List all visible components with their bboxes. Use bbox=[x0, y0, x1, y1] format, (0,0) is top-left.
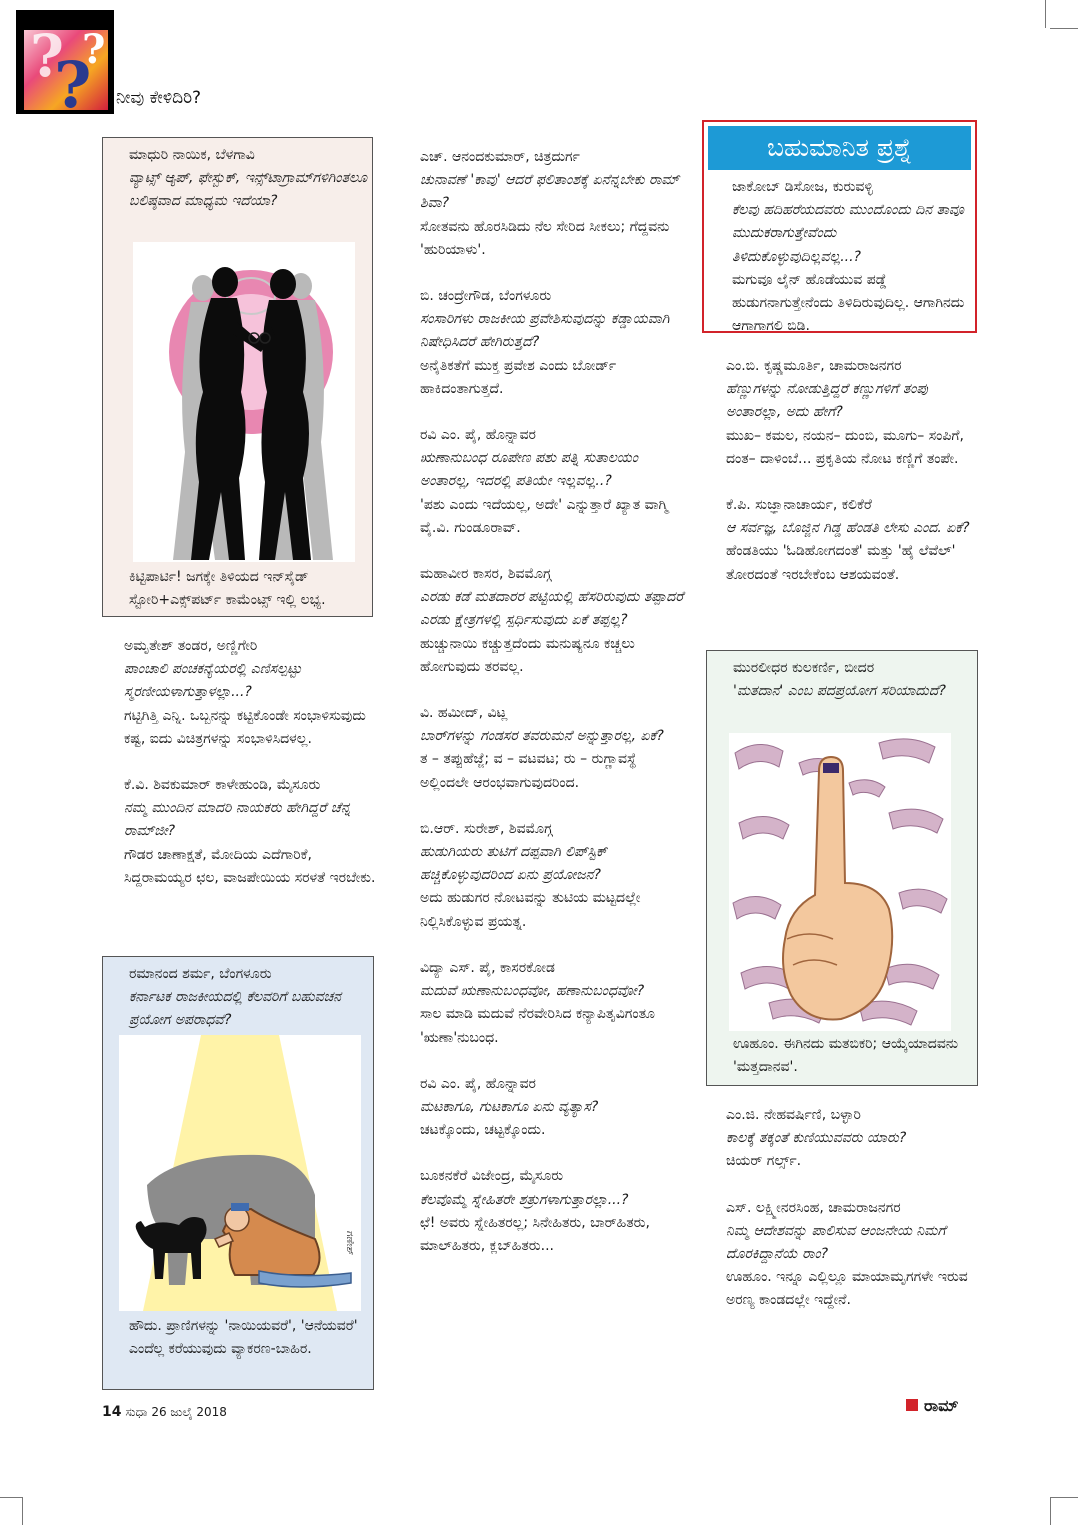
answer-text: ಗಟ್ಟಿಗಿತ್ತಿ ಎನ್ನಿ. ಒಬ್ಬನನ್ನು ಕಟ್ಟಿಕೊಂಡೇ ಸಂಭಾಳಿಸುವುದು ಕಷ್ಟ, ಐದು ವಿಚಿತ್ರಗಳನ್ನು ಸಂಭಾಳಿಸಿದಳಲ್ಲ. bbox=[124, 707, 366, 747]
asker-name: ಎಚ್. ಆನಂದಕುಮಾರ್, ಚಿತ್ರದುರ್ಗ bbox=[420, 149, 580, 165]
kitty-party-illustration bbox=[133, 242, 355, 562]
asker-name: ರವಿ ಎಂ. ಪೈ, ಹೊನ್ನಾವರ bbox=[420, 1075, 536, 1092]
asker-name: ಬಿ.ಆರ್. ಸುರೇಶ್, ಶಿವಮೊಗ್ಗ bbox=[420, 820, 553, 837]
asker-name: ಅಮೃತೇಶ್ ತಂಡರ, ಅಣ್ಣಿಗೇರಿ bbox=[124, 638, 258, 654]
qa-item bbox=[704, 494, 979, 587]
finger-vote-illustration bbox=[729, 733, 951, 1031]
section-logo bbox=[16, 10, 114, 114]
question-text: ಬಾರ್‌ಗಳನ್ನು ಗಂಡಸರ ತವರುಮನೆ ಅನ್ನುತ್ತಾರಲ್ಲ, ಏಕೆ? bbox=[420, 728, 664, 745]
qa-item bbox=[398, 818, 688, 934]
asker-name: ಕೆ.ಪಿ. ಸುಜ್ಞಾನಾಚಾರ್ಯ, ಕಲಿಕೆರೆ bbox=[726, 497, 872, 514]
question-mark-icon: ? bbox=[82, 30, 106, 73]
author-name: ರಾಮ್ bbox=[924, 1396, 959, 1415]
answer-text: ತ – ತಪ್ಪುಹೆಜ್ಜೆ; ವ – ವಟವಟ; ರು – ರುಗ್ಣಾವಸ್ಥೆ ಅಲ್ಲಿಂದಲೇ ಆರಂಭವಾಗುವುದರಿಂದ. bbox=[420, 751, 637, 791]
question-text: 'ಮತದಾನ' ಎಂಬ ಪದಪ್ರಯೋಗ ಸರಿಯಾದುದೆ? bbox=[733, 683, 946, 700]
answer-text: ಮುಖ– ಕಮಲ, ನಯನ– ದುಂಬಿ, ಮೂಗು– ಸಂಪಿಗೆ, ದಂತ– ದಾಳಿಂಬೆ... ಪ್ರಕೃತಿಯ ನೋಟ ಕಣ್ಣಿಗೆ ತಂಪೇ. bbox=[726, 427, 964, 467]
answer-text: ಗೌಡರ ಚಾಣಾಕ್ಷತೆ, ಮೋದಿಯ ಎದೆಗಾರಿಕೆ, ಸಿದ್ದರಾಮಯ್ಯರ ಛಲ, ವಾಜಪೇಯಿಯ ಸರಳತೆ ಇರಬೇಕು. bbox=[124, 846, 376, 886]
qa-item bbox=[102, 635, 377, 751]
crop-mark bbox=[0, 1497, 22, 1498]
qa-item bbox=[704, 1197, 979, 1313]
question-text: ಹುಡುಗಿಯರು ತುಟಿಗೆ ದಪ್ಪವಾಗಿ ಲಿಪ್‌ಸ್ಟಿಕ್ ಹಚ್ಚಿಕೊಳ್ಳುವುದರಿಂದ ಏನು ಪ್ರಯೋಜನ? bbox=[420, 844, 607, 884]
answer-text: ಊಹೂಂ. ಇನ್ನೂ ಎಲ್ಲಿಲ್ಲೂ ಮಾಯಾಮೃಗಗಳೇ ಇರುವ ಅರಣ್ಯ ಕಾಂಡದಲ್ಲೇ ಇದ್ದೇನೆ. bbox=[726, 1269, 968, 1309]
crop-mark bbox=[1050, 28, 1078, 29]
vote-qa-box bbox=[706, 650, 978, 1086]
qa-item bbox=[398, 1165, 688, 1258]
crop-mark bbox=[1050, 1497, 1051, 1525]
qa-item bbox=[398, 146, 688, 262]
qa-item bbox=[704, 355, 979, 471]
page-number: 14 bbox=[102, 1404, 122, 1420]
answer-text: 'ಪಶು ಎಂದು ಇದೆಯಲ್ಲ, ಅದೇ' ಎನ್ನುತ್ತಾರೆ ಖ್ಯಾತ ವಾಗ್ಮಿ ವೈ.ವಿ. ಗುಂಡೂರಾವ್. bbox=[420, 496, 669, 536]
asker-name: ಎಸ್. ಲಕ್ಷ್ಮೀನರಸಿಂಹ, ಚಾಮರಾಜನಗರ bbox=[726, 1199, 901, 1216]
asker-name: ರಮಾನಂದ ಶರ್ಮ, ಬೆಂಗಳೂರು bbox=[129, 966, 272, 982]
answer-text: ಸಾಲ ಮಾಡಿ ಮದುವೆ ನೆರವೇರಿಸಿದ ಕನ್ಯಾಪಿತೃವಿಗಂತೂ 'ಋಣಾ'ನುಬಂಧ. bbox=[420, 1006, 655, 1046]
answer-text: ಕಿಟ್ಟಿಪಾರ್ಟಿ! ಜಗಕ್ಕೇ ತಿಳಿಯದ ಇನ್‌ಸೈಡ್ ಸ್ಟೋರಿ+ಎಕ್ಸ್‌ಪರ್ಟ್ ಕಾಮೆಂಟ್ಸ್ ಇಲ್ಲಿ ಲಭ್ಯ. bbox=[129, 569, 326, 609]
qa-item bbox=[398, 957, 688, 1050]
cartoon-illustration bbox=[119, 1035, 361, 1311]
issue-date: 26 ಜುಲೈ 2018 bbox=[151, 1405, 227, 1419]
answer-text: ಮಗುವೂ ಲೈನ್ ಹೊಡೆಯುವ ಪಡ್ಡೆ ಹುಡುಗನಾಗುತ್ತೇನೆಂದು ತಿಳಿದಿರುವುದಿಲ್ಲ. ಆಗಾಗಿನದು ಆಗಾಗಾಗಲಿ ಬಿಡಿ. bbox=[732, 271, 965, 335]
answer-text: ಅನೈತಿಕತೆಗೆ ಮುಕ್ತ ಪ್ರವೇಶ ಎಂದು ಬೋರ್ಡ್ ಹಾಕಿದಂತಾಗುತ್ತದೆ. bbox=[420, 357, 617, 397]
qa-item bbox=[398, 285, 688, 401]
question-text: ಪಾಂಚಾಲಿ ಪಂಚಕನ್ಯೆಯರಲ್ಲಿ ಎಣಿಸಲ್ಪಟ್ಟು ಸ್ಮರಣೀಯಳಾಗುತ್ತಾಳಲ್ಲಾ...? bbox=[124, 661, 302, 701]
question-text: ಸಂಸಾರಿಗಳು ರಾಜಕೀಯ ಪ್ರವೇಶಿಸುವುದನ್ನು ಕಡ್ಡಾಯವಾಗಿ ನಿಷೇಧಿಸಿದರೆ ಹೇಗಿರುತ್ತದೆ? bbox=[420, 311, 670, 351]
answer-text: ಊಹೂಂ. ಈಗಿನದು ಮತಬಿಕರಿ; ಆಯ್ಕೆಯಾದವನು 'ಮತ್ತದಾನವ'. bbox=[733, 1036, 959, 1076]
question-text: ಋಣಾನುಬಂಧ ರೂಪೇಣ ಪಶು ಪತ್ನಿ ಸುತಾಲಯಂ ಅಂತಾರಲ್ಲ, ಇದರಲ್ಲಿ ಪತಿಯೇ ಇಲ್ಲವಲ್ಲ..? bbox=[420, 450, 638, 490]
asker-name: ಕೆ.ವಿ. ಶಿವಕುಮಾರ್ ಕಾಳೇಹುಂಡಿ, ಮೈಸೂರು bbox=[124, 777, 321, 794]
column-2 bbox=[398, 146, 688, 1281]
asker-name: ವಿ. ಹಮೀದ್, ವಿಟ್ಲ bbox=[420, 705, 508, 722]
qa-item bbox=[398, 702, 688, 795]
asker-name: ವಿದ್ಯಾ ಎಸ್. ಪೈ, ಕಾಸರಕೋಡ bbox=[420, 959, 555, 976]
answer-text: ಸೋತವನು ಹೊರಸಿಡಿದು ನೆಲ ಸೇರಿದ ಸೀಕಲು; ಗೆದ್ದವನು 'ಹುರಿಯಾಳು'. bbox=[420, 218, 670, 258]
answer-text: ಹೌದು. ಪ್ರಾಣಿಗಳನ್ನು 'ನಾಯಿಯವರೆ', 'ಆನೆಯವರೆ' ಎಂದೆಲ್ಲ ಕರೆಯುವುದು ವ್ಯಾಕರಣ-ಬಾಹಿರ. bbox=[129, 1318, 358, 1358]
question-text: ವ್ಯಾಟ್ಸ್ ಆ್ಯಪ್, ಫೇಸ್ಬುಕ್, ಇನ್ಸ್‌ಟಾಗ್ರಾಮ್‌ಗಳಿಗಿಂತಲೂ ಬಲಿಷ್ಠವಾದ ಮಾಧ್ಯಮ ಇದೆಯಾ? bbox=[129, 170, 368, 210]
asker-name: ಎಂ.ಬಿ. ಕೃಷ್ಣಮೂರ್ತಿ, ಚಾಮರಾಜನಗರ bbox=[726, 358, 902, 374]
end-mark-icon bbox=[906, 1399, 918, 1411]
qa-item bbox=[398, 1073, 688, 1143]
question-text: ಎರಡು ಕಡೆ ಮತದಾರರ ಪಟ್ಟಿಯಲ್ಲಿ ಹೆಸರಿರುವುದು ತಪ್ಪಾದರೆ ಎರಡು ಕ್ಷೇತ್ರಗಳಲ್ಲಿ ಸ್ಪರ್ಧಿಸುವುದು ಏಕೆ ತಪ್ಪಲ್ಲ? bbox=[420, 589, 684, 629]
question-text: ಕೆಲವೊಮ್ಮೆ ಸ್ನೇಹಿತರೇ ಶತ್ರುಗಳಾಗುತ್ತಾರಲ್ಲಾ...? bbox=[420, 1191, 629, 1208]
column-3-bottom bbox=[704, 1104, 979, 1336]
question-text: ಮಟಕಾಗೂ, ಗುಟಕಾಗೂ ಏನು ವ್ಯತ್ಯಾಸ? bbox=[420, 1098, 599, 1115]
question-mark-icon: ? bbox=[30, 30, 64, 90]
question-text: ಹೆಣ್ಣುಗಳನ್ನು ನೋಡುತ್ತಿದ್ದರೆ ಕಣ್ಣುಗಳಿಗೆ ತಂಪು ಅಂತಾರಲ್ಲಾ, ಅದು ಹೇಗೆ? bbox=[726, 381, 928, 421]
cartoon-qa-box bbox=[102, 956, 374, 1390]
answer-text: ಚಿಯರ್ ಗರ್ಲ್ಸ್. bbox=[726, 1153, 802, 1170]
crop-mark bbox=[1045, 0, 1046, 28]
answer-text: ಛೆ! ಅವರು ಸ್ನೇಹಿತರಲ್ಲ; ಸಿನೇಹಿತರು, ಬಾರ್‌ಹಿತರು, ಮಾಲ್‌ಹಿತರು, ಕ್ಲಬ್‌ಹಿತರು... bbox=[420, 1214, 650, 1254]
question-text: ನಮ್ಮ ಮುಂದಿನ ಮಾದರಿ ನಾಯಕರು ಹೇಗಿದ್ದರೆ ಚೆನ್ನ ರಾಮ್‌ಜೀ? bbox=[124, 800, 351, 840]
column-3 bbox=[704, 355, 979, 610]
author-signature bbox=[906, 1396, 959, 1416]
asker-name: ಮಹಾವೀರ ಕಾಸರ, ಶಿವಮೊಗ್ಗ bbox=[420, 566, 552, 583]
question-text: ಕರ್ನಾಟಕ ರಾಜಕೀಯದಲ್ಲಿ ಕೆಲವರಿಗೆ ಬಹುವಚನ ಪ್ರಯೋಗ ಅಪರಾಧವೆ? bbox=[129, 989, 341, 1029]
question-text: ಕೆಲವು ಹದಿಹರೆಯದವರು ಮುಂದೊಂದು ದಿನ ತಾವೂ ಮುದುಕರಾಗುತ್ತೇವೆಂದು ತಿಳಿದುಕೊಳ್ಳುವುದಿಲ್ಲವಲ್ಲ...? bbox=[732, 202, 965, 265]
qa-item bbox=[398, 424, 688, 540]
qa-item bbox=[102, 774, 377, 890]
photo-qa-box bbox=[102, 137, 373, 617]
question-mark-icon: ? bbox=[54, 48, 92, 110]
column-1 bbox=[102, 635, 377, 913]
prize-heading: ಬಹುಮಾನಿತ ಪ್ರಶ್ನೆ bbox=[708, 126, 971, 170]
asker-name: ಮಾಧುರಿ ನಾಯಿಕ, ಬೆಳಗಾವಿ bbox=[129, 147, 255, 163]
question-text: ಕಾಲಕ್ಕೆ ತಕ್ಕಂತೆ ಕುಣಿಯುವವರು ಯಾರು? bbox=[726, 1130, 907, 1147]
answer-text: ಅದು ಹುಡುಗರ ನೋಟವನ್ನು ತುಟಿಯ ಮಟ್ಟದಲ್ಲೇ ನಿಲ್ಲಿಸಿಕೊಳ್ಳುವ ಪ್ರಯತ್ನ. bbox=[420, 890, 641, 930]
asker-name: ಬಿ. ಚಂದ್ರೇಗೌಡ, ಬೆಂಗಳೂರು bbox=[420, 288, 552, 305]
artist-signature: ಗಣೇಶ್ bbox=[344, 1231, 355, 1256]
asker-name: ಜಾಕೋಬ್ ಡಿಸೋಜ, ಕುರುವಳ್ಳಿ bbox=[732, 179, 873, 195]
page-footer bbox=[102, 1404, 227, 1420]
answer-text: ಹುಚ್ಚುನಾಯಿ ಕಚ್ಚುತ್ತದೆಂದು ಮನುಷ್ಯನೂ ಕಚ್ಚಲು ಹೋಗುವುದು ತರವಲ್ಲ. bbox=[420, 635, 635, 675]
answer-text: ಚಟಕ್ಕೊಂದು, ಚಟ್ಟಕ್ಕೊಂದು. bbox=[420, 1122, 546, 1139]
section-title: ನೀವು ಕೇಳಿದಿರಿ? bbox=[116, 88, 202, 108]
crop-mark bbox=[1050, 1497, 1078, 1498]
asker-name: ಮುರಲೀಧರ ಕುಲಕರ್ಣಿ, ಬೀದರ bbox=[733, 660, 875, 676]
answer-text: ಹೆಂಡತಿಯು 'ಓಡಿಹೋಗದಂತೆ' ಮತ್ತು 'ಹೈ ಲೆವೆಲ್' ತೋರದಂತೆ ಇರಬೇಕೆಂಬ ಆಶಯವಂತೆ. bbox=[726, 543, 956, 583]
question-text: ಆ ಸರ್ವಜ್ಞ, ಬೊಜ್ಜಿನ ಗಿಡ್ಡ ಹೆಂಡತಿ ಲೇಸು ಎಂದ. ಏಕೆ? bbox=[726, 520, 970, 537]
qa-item bbox=[398, 563, 688, 679]
qa-item bbox=[704, 1104, 979, 1174]
prize-question-box bbox=[702, 120, 977, 333]
question-text: ಮದುವೆ ಋಣಾನುಬಂಧವೋ, ಹಣಾನುಬಂಧವೋ? bbox=[420, 983, 645, 1000]
asker-name: ಎಂ.ಜಿ. ನೇಹವರ್ಷಿಣಿ, ಬಳ್ಳಾರಿ bbox=[726, 1107, 861, 1123]
crop-mark bbox=[22, 1497, 23, 1525]
question-text: ನಿಮ್ಮ ಆದೇಶವನ್ನು ಪಾಲಿಸುವ ಆಂಜನೇಯ ನಿಮಗೆ ದೊರಕಿದ್ದಾನೆಯೆ ರಾಂ? bbox=[726, 1222, 946, 1263]
asker-name: ಬೂಕನಕೆರೆ ವಿಜೇಂದ್ರ, ಮೈಸೂರು bbox=[420, 1168, 564, 1185]
question-text: ಚುನಾವಣೆ 'ಕಾವು' ಆದರೆ ಫಲಿತಾಂಶಕ್ಕೆ ಏನೆನ್ನಬೇಕು ರಾಮ್ ಶಿವಾ? bbox=[420, 172, 680, 212]
asker-name: ರವಿ ಎಂ. ಪೈ, ಹೊನ್ನಾವರ bbox=[420, 427, 536, 444]
magazine-name: ಸುಧಾ bbox=[125, 1405, 148, 1419]
